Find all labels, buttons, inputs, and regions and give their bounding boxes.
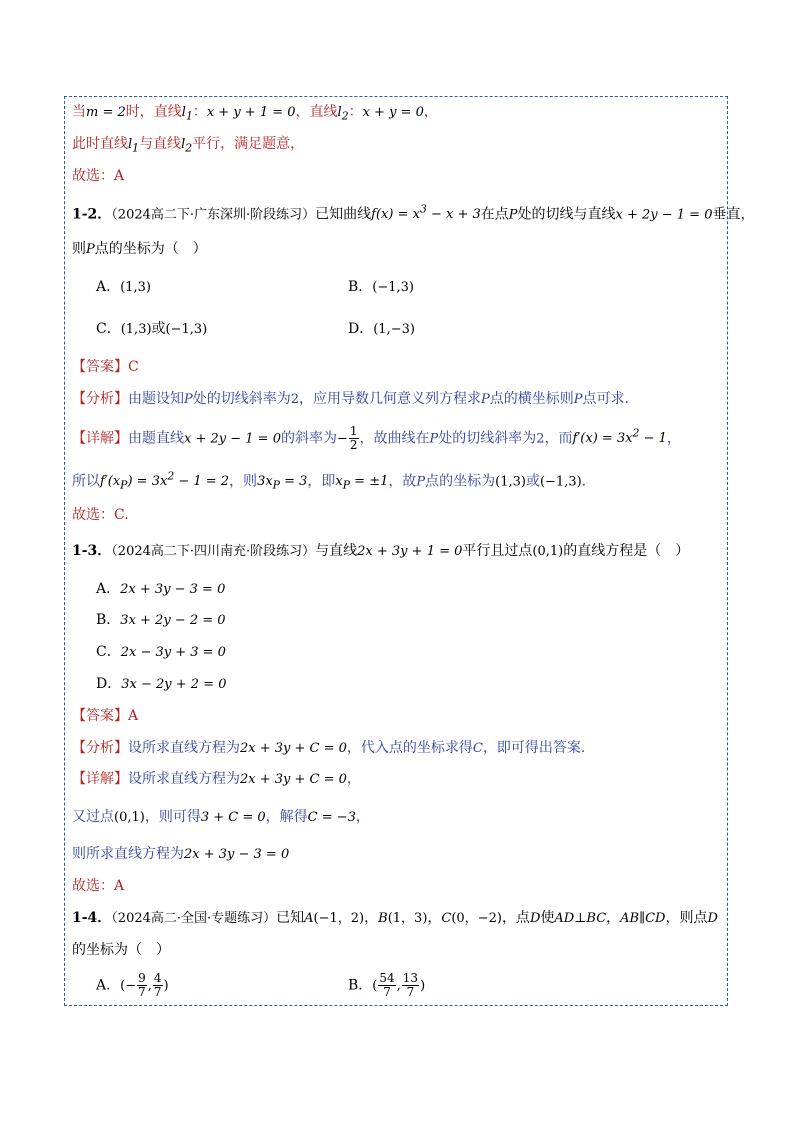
math <box>337 105 349 123</box>
math-sup: 2 <box>632 427 640 440</box>
q13-analysis <box>72 738 585 759</box>
fraction-num: 54 <box>379 971 395 985</box>
text: ，点 <box>501 910 530 926</box>
math: C <box>441 911 452 926</box>
q14-stem: 1-4．（2024高二·全国·专题练习）已知A(−1，2)，B(1，3)，C(0，−2)，点D使AD⊥BC，AB∥CD，则点D <box>72 910 718 926</box>
math: 2x + 3y + C = 0 <box>240 741 347 756</box>
text: 已知 <box>276 910 305 926</box>
answer-tag: 【答案】 <box>72 359 128 375</box>
math <box>181 137 193 155</box>
text: ， <box>666 430 681 447</box>
text: 使 <box>540 910 555 926</box>
math-sub: 2 <box>185 141 193 155</box>
question-source: （2024高二下·四川南充·阶段练习） <box>111 544 316 559</box>
math-sup: 2 <box>167 470 175 483</box>
q13-option-c[interactable] <box>96 642 226 663</box>
math <box>100 470 230 492</box>
math: D <box>529 911 541 926</box>
fraction-num: 1 <box>349 423 358 438</box>
q12-stem <box>72 200 754 225</box>
math: P <box>481 392 490 407</box>
math-part: = 3 <box>279 474 308 490</box>
math: P <box>573 392 583 407</box>
math: 3 + C = 0 <box>200 810 266 825</box>
detail-tag: 【详解】 <box>72 430 128 447</box>
math-rest: − x + 3 <box>426 207 481 223</box>
math: B <box>378 911 388 926</box>
q12-choose <box>72 505 129 525</box>
text: 或 <box>525 473 540 490</box>
math-fx: (x) = x <box>375 207 420 223</box>
math: x + 2y − 1 = 0 <box>615 207 713 223</box>
q12-option-a[interactable] <box>96 277 151 298</box>
math <box>335 474 389 492</box>
math-l: l <box>128 137 133 152</box>
fraction <box>378 972 395 999</box>
math: 2 <box>536 431 545 447</box>
q12-analysis <box>72 389 629 410</box>
text: 或 <box>151 321 166 337</box>
option-value: (−1,3) <box>372 280 415 295</box>
text: 处的切线与直线 <box>517 206 616 223</box>
text: 则所求直线方程为 <box>72 846 184 862</box>
text: 与直线 <box>315 543 358 559</box>
q13-choose <box>72 876 124 896</box>
text: 点的横坐标则 <box>489 391 574 407</box>
option-value: (1,−3) <box>373 322 415 337</box>
text: 点的坐标为（ ） <box>94 241 207 257</box>
math: x + 2y − 1 = 0 <box>184 431 281 447</box>
text: 则 <box>72 241 86 257</box>
text: 由题直线 <box>128 430 184 447</box>
math-part: f′(x <box>100 474 121 490</box>
option-label: A． <box>96 977 121 994</box>
fraction-den: 7 <box>406 985 415 999</box>
text: ，解得 <box>265 809 308 825</box>
text: 所以 <box>72 473 100 490</box>
text: ， <box>346 771 361 787</box>
q14-stem-2 <box>72 940 170 960</box>
math-l: l <box>337 105 342 120</box>
text: 垂直， <box>712 206 755 223</box>
option-value: 2x + 3y − 3 = 0 <box>120 582 226 597</box>
text: 在点 <box>480 206 509 223</box>
math <box>572 427 667 447</box>
text: 故选： <box>72 878 114 894</box>
math-sup: 3 <box>419 203 427 216</box>
math: − <box>336 431 348 447</box>
q13-detail <box>72 769 361 790</box>
option-value: 3x + 2y − 2 = 0 <box>120 613 226 628</box>
math: A <box>304 911 314 926</box>
option-label: A． <box>96 581 121 597</box>
q13-option-d[interactable] <box>96 674 226 695</box>
option-value: (−1,3) <box>165 322 208 337</box>
text: 的斜率为 <box>280 430 337 447</box>
math <box>257 474 308 492</box>
text: 处的切线斜率为 <box>438 430 537 447</box>
q13-stem <box>72 541 689 562</box>
math-part: − 1 <box>639 431 667 447</box>
fraction <box>153 972 163 999</box>
fraction-num: 4 <box>153 971 162 985</box>
text: ，即 <box>307 473 336 490</box>
q13-detail-2 <box>72 807 370 828</box>
q13-option-b[interactable] <box>96 610 226 631</box>
question-source: （2024高二·全国·专题练习） <box>111 911 277 926</box>
text: 已知曲线 <box>315 206 372 223</box>
math-sub: 1 <box>132 141 140 155</box>
text: 故选： <box>72 168 114 184</box>
q14-option-b[interactable]: B．( $\frac{54}{7}$ , $\frac{13}{7}$ ) <box>348 971 426 999</box>
text: ，而 <box>544 430 573 447</box>
math-part: − 1 = 2 <box>174 474 230 490</box>
text: ， <box>355 809 370 825</box>
text: A <box>114 878 125 894</box>
text: 的坐标为（ ） <box>72 942 170 958</box>
fraction <box>349 425 359 452</box>
analysis-tag: 【分析】 <box>72 740 128 756</box>
q12-detail-2 <box>72 467 586 496</box>
option-label: C． <box>96 644 121 660</box>
math: P <box>429 431 439 447</box>
math: (0,1) <box>114 810 145 825</box>
math-f: f <box>371 207 376 223</box>
text: 设所求直线方程为 <box>128 740 240 756</box>
detail-tag: 【详解】 <box>72 771 128 787</box>
math: P <box>416 474 426 490</box>
text: ， <box>423 104 438 120</box>
math: P <box>508 207 518 223</box>
prev-line-1 <box>72 102 438 127</box>
text: A <box>114 168 125 184</box>
fraction <box>402 972 419 999</box>
math-part: ) = 3x <box>127 474 168 490</box>
text: ，则可得 <box>144 809 201 825</box>
q13-answer <box>72 706 138 726</box>
q12-stem-2 <box>72 239 207 260</box>
math: AD⊥BC <box>554 911 607 926</box>
text: 又过点 <box>72 809 114 825</box>
q12-option-c[interactable] <box>96 319 207 340</box>
text: ，直线 <box>295 104 338 120</box>
math: (−1，2) <box>313 911 365 926</box>
math-sub: P <box>120 478 128 492</box>
option-value: (1,3) <box>120 280 151 295</box>
q12-detail <box>72 424 681 452</box>
math: P <box>86 242 95 257</box>
q13-detail-3 <box>72 844 289 865</box>
text: ，则点 <box>665 910 708 926</box>
math: 2x + 3y + C = 0 <box>240 772 347 787</box>
q12-option-d[interactable] <box>348 319 415 340</box>
option-value: (1,3) <box>120 322 152 337</box>
math-part: = ±1 <box>350 474 389 490</box>
option-label: C． <box>96 321 121 337</box>
text: 设所求直线方程为 <box>128 771 240 787</box>
text: 当 <box>72 104 86 120</box>
math-sub: 2 <box>341 109 349 123</box>
option-label: A． <box>96 279 121 295</box>
option-value: 3x − 2y + 2 = 0 <box>121 677 227 692</box>
math-part: x <box>335 474 343 490</box>
text: ，即可得出答案. <box>482 740 586 756</box>
text: 故选： <box>72 507 114 523</box>
prev-line-2 <box>72 134 304 159</box>
math: (−1,3) <box>539 474 582 490</box>
math: AB∥CD <box>620 911 666 926</box>
math: 2 <box>290 392 300 407</box>
math: D <box>707 911 718 926</box>
math-l: l <box>181 105 186 120</box>
math: (1，3) <box>387 911 428 926</box>
math <box>128 137 140 155</box>
text: ： <box>348 104 363 120</box>
analysis-tag: 【分析】 <box>72 391 128 407</box>
option-label: D． <box>348 321 374 337</box>
text: . <box>581 473 587 490</box>
math: C <box>472 741 483 756</box>
text: 点的坐标为 <box>425 473 496 490</box>
text: 处的切线斜率为 <box>192 391 291 407</box>
option-value: 2x − 3y + 3 = 0 <box>120 645 226 660</box>
prev-line-3 <box>72 166 124 186</box>
math: (1,3) <box>495 474 526 490</box>
math: 2x + 3y − 3 = 0 <box>184 847 290 862</box>
math-part: f′(x) = 3x <box>572 431 633 447</box>
math: x + y + 1 = 0 <box>206 105 296 120</box>
math-l: l <box>181 137 186 152</box>
math: (0，−2) <box>451 911 502 926</box>
text: ，应用导数几何意义列方程求 <box>299 391 482 407</box>
q12-answer <box>72 357 139 377</box>
question-source: （2024高二下·广东深圳·阶段练习） <box>111 207 316 223</box>
text: 平行，满足题意， <box>192 136 305 152</box>
text: 此时直线 <box>72 136 128 152</box>
math-sub: P <box>272 478 280 492</box>
question-number: 1-4． <box>72 910 112 926</box>
text: ： <box>192 104 207 120</box>
answer-value: A <box>128 708 139 724</box>
math: m = 2 <box>86 105 126 120</box>
option-label: B． <box>96 612 121 628</box>
fraction-num: 9 <box>138 971 146 985</box>
option-label: B． <box>348 977 373 994</box>
fraction-den: 7 <box>383 985 391 999</box>
math: (0,1) <box>532 544 564 559</box>
q14-option-a[interactable]: A．(− $\frac{9}{7}$ , $\frac{4}{7}$ ) <box>96 971 169 999</box>
math-sub: P <box>342 478 351 492</box>
q13-option-a[interactable] <box>96 579 225 600</box>
question-number: 1-3． <box>72 543 112 559</box>
answer-tag: 【答案】 <box>72 708 128 724</box>
math-part: 3x <box>257 474 273 490</box>
text: 点可求. <box>582 391 629 407</box>
text: 与直线 <box>139 136 182 152</box>
text: 由题设知 <box>128 391 184 407</box>
text: 的直线方程是（ ） <box>563 543 690 559</box>
answer-value: C <box>128 359 139 375</box>
question-number: 1-2． <box>72 206 112 223</box>
text: ，故 <box>388 473 417 490</box>
fraction-den: 7 <box>138 985 146 999</box>
fraction <box>137 972 147 999</box>
option-label: D． <box>96 676 122 692</box>
text: 平行且过点 <box>462 543 533 559</box>
math: P <box>184 392 193 407</box>
option-label: B． <box>348 279 373 295</box>
fraction-num: 13 <box>402 971 419 985</box>
math: − <box>125 978 137 994</box>
math <box>181 105 193 123</box>
text: C. <box>114 507 129 523</box>
text: ，则 <box>229 473 258 490</box>
q12-option-b[interactable] <box>348 277 414 298</box>
fraction-den: 2 <box>349 437 358 452</box>
text: ，代入点的坐标求得 <box>346 740 473 756</box>
math: C = −3 <box>307 810 356 825</box>
math <box>371 203 481 223</box>
math-sub: 1 <box>185 109 193 123</box>
text: 时，直线 <box>125 104 182 120</box>
text: ，故曲线在 <box>359 430 430 447</box>
math: 2x + 3y + 1 = 0 <box>357 544 463 559</box>
fraction-den: 7 <box>153 985 162 999</box>
math: x + y = 0 <box>362 105 424 120</box>
